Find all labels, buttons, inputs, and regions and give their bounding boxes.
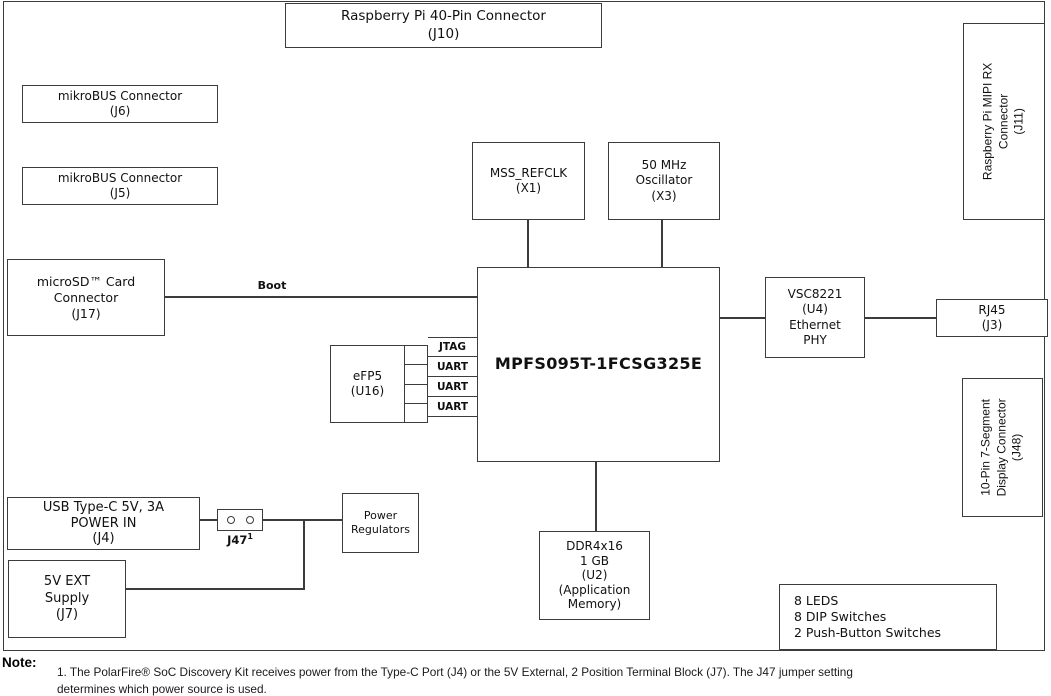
block-label-line: (J3) <box>981 318 1003 332</box>
block-label-line: microSD™ Card <box>36 273 136 289</box>
block-label-line: Power <box>363 508 398 522</box>
note-line-1: 1. The PolarFire® SoC Discovery Kit receives power from the Type-C Port (J4) or the 5V External, 2 Position Terminal Block (J7). The J47 jumper setting <box>57 665 853 679</box>
efp5-connector-strip <box>404 345 428 423</box>
block-5v-ext-supply <box>8 560 126 638</box>
block-label-line: (U4) <box>802 302 828 317</box>
block-label-line: (J4) <box>92 531 115 547</box>
note-line-2: determines which power source is used. <box>57 682 267 696</box>
block-label-line: MSS_REFCLK <box>489 165 568 180</box>
block-label-line: (X3) <box>651 188 677 203</box>
connection-usb-to-j47 <box>200 519 217 521</box>
block-raspberry-pi-40pin-connector <box>285 3 602 48</box>
block-label-line: 8 LEDS <box>794 592 839 608</box>
block-ddr4-application-memory <box>539 531 650 620</box>
block-efp5-u16 <box>330 345 405 423</box>
block-microsd-card-connector <box>7 259 165 336</box>
block-label-line: Raspberry Pi MIPI RX <box>980 62 995 181</box>
block-label-line: (Application <box>558 582 631 597</box>
block-usb-typec-power-in <box>7 497 200 550</box>
block-label-line: 1 GB <box>580 553 609 568</box>
block-label-line: RJ45 <box>978 302 1006 317</box>
jumper-pin-icon <box>246 516 254 524</box>
block-power-regulators <box>342 493 419 553</box>
block-label-line: (J17) <box>71 305 101 321</box>
block-mikrobus-connector-j6 <box>22 85 218 123</box>
block-7segment-display-connector <box>962 378 1043 517</box>
block-rj45-connector <box>936 299 1048 337</box>
block-label-line: Display Connector <box>994 398 1009 497</box>
block-mpfs095t-fpga <box>477 267 720 462</box>
block-label-line: (J5) <box>109 186 131 200</box>
block-label-line: Ethernet <box>789 317 841 332</box>
block-label-line: (J10) <box>427 25 460 42</box>
note-heading: Note: <box>2 655 37 670</box>
block-label-line: mikroBUS Connector <box>57 170 183 185</box>
block-label-line: Regulators <box>351 523 410 536</box>
block-label-line: 10-Pin 7-Segment <box>979 399 994 496</box>
strip-cell <box>405 365 427 384</box>
block-label-line: 5V EXT <box>43 574 91 590</box>
block-label-line: Connector <box>996 93 1011 150</box>
connection-phy-to-rj45 <box>865 317 936 319</box>
channel-uart-1: UART <box>428 357 477 377</box>
block-label-line: mikroBUS Connector <box>57 88 183 103</box>
block-label-line: POWER IN <box>70 515 137 531</box>
block-label-line: (J48) <box>1010 433 1025 462</box>
strip-cell <box>405 385 427 404</box>
block-label-line: (X1) <box>515 181 542 195</box>
rotated-label <box>981 63 1028 180</box>
block-label-line: 50 MHz <box>641 157 687 172</box>
block-label-line: (J11) <box>1011 108 1026 135</box>
connection-mpfs-to-phy <box>720 317 765 319</box>
block-label-line: eFP5 <box>352 368 383 383</box>
block-label-line: (J7) <box>55 607 79 623</box>
block-label-line: (U16) <box>350 384 385 398</box>
connection-power-junction <box>303 519 305 590</box>
block-label-line: Supply <box>44 590 90 606</box>
block-mss-refclk <box>472 142 585 220</box>
block-50mhz-oscillator <box>608 142 720 220</box>
block-label-line: 2 Push-Button Switches <box>794 625 942 641</box>
connection-mpfs-to-ddr <box>595 462 597 531</box>
block-label-line: PHY <box>803 332 827 347</box>
block-label-line: DDR4x16 <box>566 538 623 553</box>
block-label-line: Connector <box>53 289 119 305</box>
j47-jumper-block <box>217 509 263 531</box>
boot-line-label: Boot <box>257 279 287 292</box>
strip-cell <box>405 404 427 422</box>
block-label-line: Memory) <box>567 597 622 612</box>
channel-uart-2: UART <box>428 377 477 397</box>
channel-jtag: JTAG <box>428 337 477 357</box>
block-label-line: (J6) <box>109 104 131 118</box>
block-leds-dip-pushbutton-switches <box>779 584 997 650</box>
block-label-line: MPFS095T-1FCSG325E <box>494 354 703 374</box>
connection-x1-to-mpfs <box>527 220 529 267</box>
block-label-line: Oscillator <box>635 173 693 188</box>
block-label-line: 8 DIP Switches <box>794 608 887 624</box>
block-mikrobus-connector-j5 <box>22 167 218 205</box>
block-label-line: USB Type-C 5V, 3A <box>42 499 165 515</box>
block-label-line: VSC8221 <box>787 286 843 301</box>
channel-uart-3: UART <box>428 397 477 417</box>
connection-microsd-to-mpfs <box>165 296 477 298</box>
j47-jumper-label: $J47^1$ <box>227 532 253 547</box>
block-vsc8221-ethernet-phy <box>765 277 865 358</box>
block-label-line: Raspberry Pi 40-Pin Connector <box>341 8 546 25</box>
connection-5vext-horizontal <box>126 588 305 590</box>
rotated-label <box>979 398 1026 496</box>
jumper-pin-icon <box>227 516 235 524</box>
strip-cell <box>405 346 427 365</box>
block-raspberry-pi-mipi-rx-connector <box>963 23 1045 220</box>
block-label-line: (U2) <box>581 568 608 583</box>
connection-x3-to-mpfs <box>661 220 663 267</box>
